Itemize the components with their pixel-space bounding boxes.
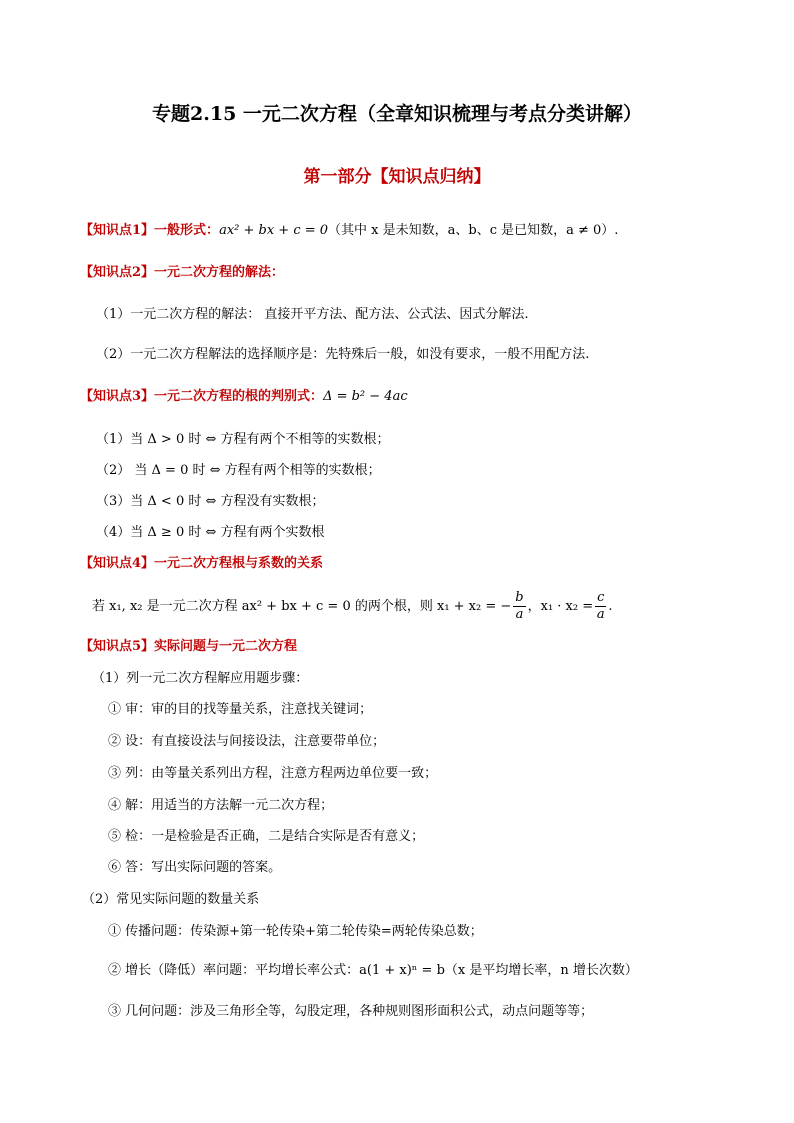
kp5-step: ⑥ 答：写出实际问题的答案。 [108, 860, 282, 875]
kp5-step: ① 审：审的目的找等量关系，注意找关键词； [108, 702, 373, 717]
section-heading: 第一部分【知识点归纳】 [303, 167, 491, 187]
fraction-denominator: a [596, 607, 605, 622]
kp5-step: ③ 列：由等量关系列出方程，注意方程两边单位要一致； [108, 766, 438, 781]
kp1-line [80, 222, 618, 240]
kp1-formula: ax² + bx + c = 0 [219, 223, 329, 238]
kp1-name: 一般形式： [154, 223, 220, 238]
kp2-heading [80, 264, 284, 282]
kp5-sub2: （2）常见实际问题的数量关系 [82, 892, 260, 907]
kp3-item: （4）当 Δ ≥ 0 时 ⇔ 方程有两个实数根 [96, 525, 325, 540]
kp5-step: ⑤ 检：一是检验是否正确，二是结合实际是否有意义； [108, 829, 425, 844]
kp5-relation: ① 传播问题：传染源+第一轮传染+第二轮传染=两轮传染总数； [108, 924, 483, 939]
kp3-item: （1）当 Δ > 0 时 ⇔ 方程有两个不相等的实数根； [96, 432, 390, 447]
kp2-item: （1）一元二次方程的解法： 直接开平方法、配方法、公式法、因式分解法. [96, 307, 529, 322]
kp4-name: 一元二次方程根与系数的关系 [154, 556, 324, 571]
kp2-label: 【知识点2】 [80, 265, 155, 280]
kp5-relation: ③ 几何问题：涉及三角形全等，勾股定理，各种规则图形面积公式，动点问题等等； [108, 1004, 594, 1019]
kp5-step: ② 设：有直接设法与间接设法，注意要带单位； [108, 734, 386, 749]
kp4-relation [92, 589, 613, 625]
kp5-name: 实际问题与一元二次方程 [154, 639, 298, 654]
kp4-label: 【知识点4】 [80, 556, 155, 571]
fraction-denominator: a [515, 607, 524, 622]
kp3-label: 【知识点3】 [80, 389, 155, 404]
kp5-relation: ② 增长（降低）率问题：平均增长率公式：a(1 + x)ⁿ = b（x 是平均增长率，n 增长次数） [108, 963, 638, 978]
kp3-formula: Δ = b² − 4ac [323, 389, 408, 404]
kp2-item: （2）一元二次方程解法的选择顺序是：先特殊后一般，如没有要求，一般不用配方法. [96, 347, 590, 362]
kp2-name: 一元二次方程的解法： [154, 265, 285, 280]
kp3-item: （2） 当 Δ = 0 时 ⇔ 方程有两个相等的实数根； [96, 463, 381, 478]
kp4-pre: 若 x₁, x₂ 是一元二次方程 ax² + bx + c = 0 的两个根，则 x₁ + x₂ = − [92, 599, 512, 614]
kp5-sub1: （1）列一元二次方程解应用题步骤： [92, 671, 309, 686]
page-title: 专题2.15 一元二次方程（全章知识梳理与考点分类讲解） [152, 103, 642, 125]
fraction-c-over-a [595, 590, 606, 623]
kp3-item: （3）当 Δ < 0 时 ⇔ 方程没有实数根； [96, 494, 325, 509]
kp1-label: 【知识点1】 [80, 223, 155, 238]
kp4-end: . [608, 599, 613, 614]
fraction-numerator: b [515, 590, 524, 605]
kp1-text: （其中 x 是未知数，a、b、c 是已知数，a ≠ 0）. [328, 223, 619, 238]
kp4-heading [80, 555, 323, 573]
kp5-heading [80, 638, 297, 656]
fraction-b-over-a [513, 590, 525, 623]
kp4-mid: ，x₁ · x₂ = [527, 599, 594, 614]
kp3-name: 一元二次方程的根的判别式： [154, 389, 324, 404]
fraction-numerator: c [597, 590, 605, 605]
kp5-label: 【知识点5】 [80, 639, 155, 654]
kp3-heading [80, 388, 408, 406]
kp5-step: ④ 解：用适当的方法解一元二次方程； [108, 798, 334, 813]
